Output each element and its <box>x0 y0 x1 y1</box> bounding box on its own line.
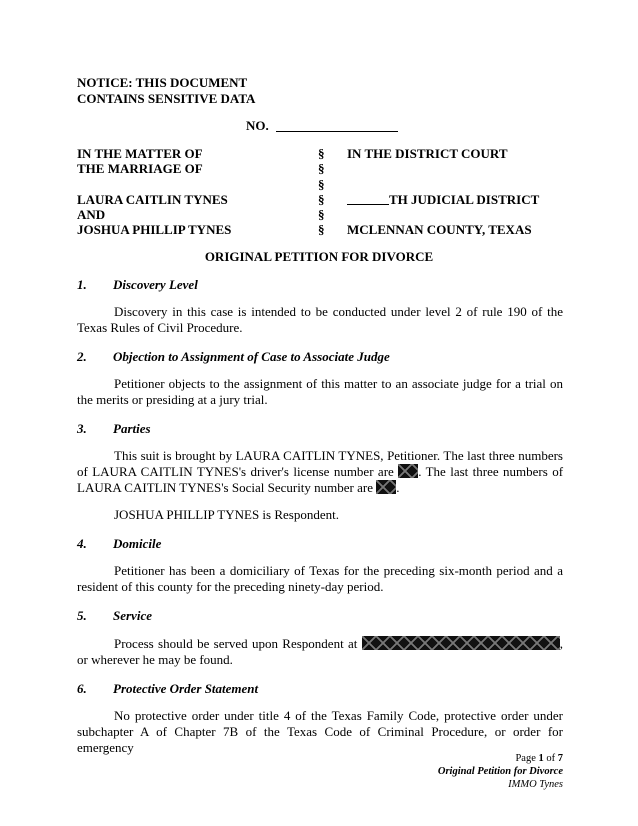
caption-court <box>347 146 539 238</box>
page-footer <box>438 752 563 791</box>
section-heading: Domicile <box>113 536 162 551</box>
total-pages: 7 <box>557 753 563 764</box>
respondent-statement: JOSHUA PHILLIP TYNES is Respondent. <box>114 507 339 522</box>
judicial-district <box>347 192 539 207</box>
section-symbol: § <box>318 176 325 192</box>
section-heading: Objection to Assignment of Case to Associate Judge <box>113 349 390 364</box>
notice-line-1: NOTICE: THIS DOCUMENT <box>77 75 248 90</box>
section-number: 1. <box>77 277 87 292</box>
caption-left-line: AND <box>77 207 106 223</box>
sensitive-data-notice <box>77 75 255 107</box>
redaction-block <box>362 636 560 650</box>
section-body <box>77 563 563 595</box>
caption-left-line: IN THE MATTER OF <box>77 146 203 161</box>
county-name: MCLENNAN COUNTY, TEXAS <box>347 222 532 238</box>
cause-number-label: NO. <box>246 118 269 133</box>
section-body-text: . The last three numbers of LAURA CAITLIN TYNES's Social Security number are <box>77 464 564 495</box>
section-body-text: No protective order under title 4 of the Texas Family Code, protective order under subchapter A of Chapter 7B of the Texas Code of Criminal Procedure, or order for emergency <box>77 708 563 755</box>
section-body <box>77 376 563 408</box>
court-name: IN THE DISTRICT COURT <box>347 146 508 161</box>
redaction-block <box>398 464 418 478</box>
section-number: 4. <box>77 536 87 551</box>
caption-spacer <box>347 161 539 176</box>
section-symbol-column <box>318 146 325 238</box>
caption-spacer <box>347 207 539 222</box>
section-symbol: § <box>318 191 325 207</box>
section-body <box>77 636 563 668</box>
section-symbol: § <box>318 222 325 238</box>
document-title: ORIGINAL PETITION FOR DIVORCE <box>204 249 434 264</box>
section-body-text: Petitioner objects to the assignment of this matter to an associate judge for a trial on the merits or presiding at a jury trial. <box>77 376 563 407</box>
section-number: 6. <box>77 681 87 696</box>
section-body-text: Petitioner has been a domiciliary of Texas for the preceding six-month period and a resident of this county for the preceding ninety-day period. <box>77 563 563 594</box>
section-symbol: § <box>318 207 325 223</box>
section-body-text: , or wherever he may be found. <box>77 636 563 667</box>
section-heading: Discovery Level <box>113 277 198 292</box>
footer-matter-name: IMMO Tynes <box>508 779 563 790</box>
caption-left-line: JOSHUA PHILLIP TYNES <box>77 222 232 238</box>
caption-left-line: THE MARRIAGE OF <box>77 161 203 177</box>
section-body <box>77 304 563 336</box>
cause-number <box>246 118 398 134</box>
section-body-text: . <box>396 480 400 495</box>
section-body <box>77 708 563 756</box>
section-body <box>77 448 563 496</box>
caption-parties <box>77 146 231 238</box>
page-number <box>438 752 563 765</box>
section-number: 2. <box>77 349 87 364</box>
section-body-text: Process should be served upon Respondent at <box>114 636 358 651</box>
caption-left-line <box>77 177 231 192</box>
section-symbol: § <box>318 146 325 161</box>
section-number: 5. <box>77 608 87 623</box>
section-symbol: § <box>318 161 325 177</box>
section-number: 3. <box>77 421 87 436</box>
redaction-block <box>376 480 396 494</box>
judicial-district-label: TH JUDICIAL DISTRICT <box>389 191 540 207</box>
cause-number-blank <box>276 118 398 132</box>
of-word: of <box>546 753 556 764</box>
section-body <box>77 507 563 523</box>
notice-line-2: CONTAINS SENSITIVE DATA <box>77 91 256 106</box>
footer-document-name: Original Petition for Divorce <box>437 766 563 777</box>
caption-left-line: LAURA CAITLIN TYNES <box>77 191 228 207</box>
district-number-blank <box>347 192 389 205</box>
section-heading: Protective Order Statement <box>113 681 259 696</box>
current-page: 1 <box>538 753 544 764</box>
section-body-text: Discovery in this case is intended to be conducted under level 2 of rule 190 of the Texas Rules of Civil Procedure. <box>77 304 563 335</box>
section-heading: Parties <box>113 421 151 436</box>
section-heading: Service <box>113 608 152 623</box>
caption-spacer <box>347 177 539 192</box>
section-body-text: This suit is brought by LAURA CAITLIN TYNES, Petitioner. The last three numbers of LAURA CAITLIN TYNES's driver's license number are <box>77 448 563 479</box>
page-word: Page <box>515 753 536 764</box>
